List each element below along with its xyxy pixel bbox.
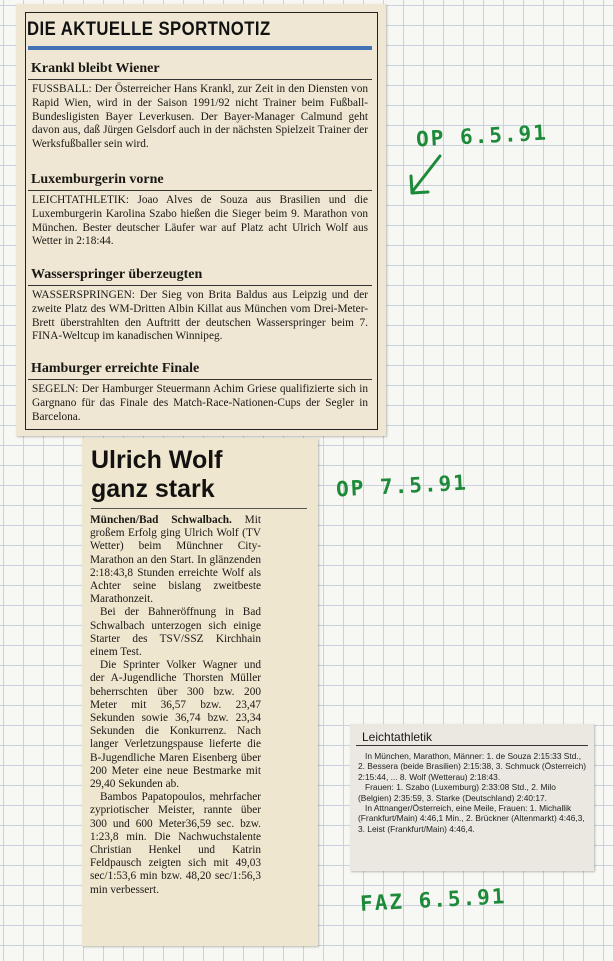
handwritten-note-faz: FAZ 6.5.91 [359,884,507,916]
article-body [90,514,261,897]
headline-line: ganz stark [91,475,215,503]
story-heading: Krankl bleibt Wiener [28,60,372,80]
headline-line: Ulrich Wolf [91,446,223,474]
masthead: DIE AKTUELLE SPORTNOTIZ [27,19,271,40]
story-hamburger [28,360,372,424]
story-text: WASSERSPRINGEN: Der Sieg von Brita Baldus aus Leipzig und der zweite Platz des WM-Dritten Albin Killat aus München vom Drei-Meter-Brett überstrahlten den Auftritt der deutschen Wasserspringer beim 7. FINA-Weltcup im kanadischen Winnipeg. [32,289,368,343]
story-heading: Luxemburgerin vorne [28,171,372,191]
handwritten-arrow-icon [404,152,450,200]
clipping-sportnotiz [16,4,386,436]
story-text: SEGELN: Der Hamburger Steuermann Achim Griese qualifizierte sich in Gargnano für das Finale des Match-Race-Nationen-Cups der Segler in Barcelona. [32,383,368,423]
results-paragraph: In München, Marathon, Männer: 1. de Souza 2:15:33 Std., 2. Bessera (beide Brasilien) 2:15:38, 3. Schmuck (Österreich) 2:15:44, ... 8. Wolf (Wetterau) 2:18:43. [358,751,587,782]
clipping-ulrich-wolf [82,438,318,946]
story-luxemburgerin [28,171,372,249]
article-paragraph: Die Sprinter Volker Wagner und der A-Jugendliche Thorsten Müller beherrschten über 300 bzw. 200 Meter mit 36,57 bzw. 23,47 Sekunden sowie 36,74 bzw. 23,34 Sekunden die Konkurrenz. Nach langer Verletzungspause lieferte die B-Jugendliche Maren Eisenberg über 200 Meter eine neue Bestmarke mit 29,40 Sekunden ab. [90,659,261,791]
clipping-leichtathletik [350,724,594,871]
results-body [358,751,589,834]
story-text: LEICHTATHLETIK: Joao Alves de Souza aus Brasilien und die Luxemburgerin Karolina Szabo hießen die Sieger beim 9. Marathon von München. Bester deutscher Läufer war auf Platz acht Ulrich Wolf aus Wetter in 2:18:44. [32,194,368,248]
handwritten-note-op-2: OP 7.5.91 [335,470,469,502]
story-text: FUSSBALL: Der Österreicher Hans Krankl, zur Zeit in den Diensten von Rapid Wien, wird in der Saison 1991/92 nicht Trainer beim Fußball-Bundesligisten Bayer Leverkusen. Der Bayer-Manager Calmund geht davon aus, daß Jürgen Gelsdorf auch in der nächsten Spielzeit Trainer der Werksfußballer sein wird. [32,83,368,151]
headline-rule [91,508,307,509]
story-heading: Hamburger erreichte Finale [28,360,372,380]
results-paragraph: Frauen: 1. Szabo (Luxemburg) 2:33:08 Std., 2. Milo (Belgien) 2:35:59, 3. Starke (Deutschland) 2:40:17. [358,782,556,803]
headline [91,446,311,504]
dateline: München/Bad Schwalbach. [90,514,232,526]
results-paragraph: In Attnanger/Österreich, eine Meile, Frauen: 1. Michallik (Frankfurt/Main) 4:46,1 Min., 2. Brückner (Altenmarkt) 4:46,3, 3. Leist (Frankfurt/Main) 4:46,4. [358,803,585,834]
article-paragraph: Bambos Papatopoulos, mehrfacher zypriotischer Meister, rannte über 300 und 600 Meter36,59 sec. bzw. 1:23,8 min. Die Nachwuchstalente Christian Henkel und Katrin Feldpausch zeigten sich mit 49,03 sec/1:53,6 min bzw. 48,20 sec/1:56,3 min verbessert. [90,791,261,896]
story-krankl [28,60,372,152]
story-heading: Wasserspringer überzeugten [28,266,372,286]
story-wasserspringer [28,266,372,344]
article-text: Mit großem Erfolg ging Ulrich Wolf (TV Wetter) beim Münchner City-Marathon an den Start. In glänzenden 2:18:43,8 Stunden erreichte Wolf als Achter seine bislang zweitbeste Marathonzeit. [90,514,261,606]
masthead-bar [28,46,372,50]
results-heading: Leichtathletik [356,728,588,746]
handwritten-note-op-1: OP 6.5.91 [415,120,549,152]
article-paragraph: Bei der Bahneröffnung in Bad Schwalbach unterzogen sich einige Starter des TSV/SSZ Kirchhain einem Test. [90,606,261,659]
article-paragraph [90,514,261,606]
